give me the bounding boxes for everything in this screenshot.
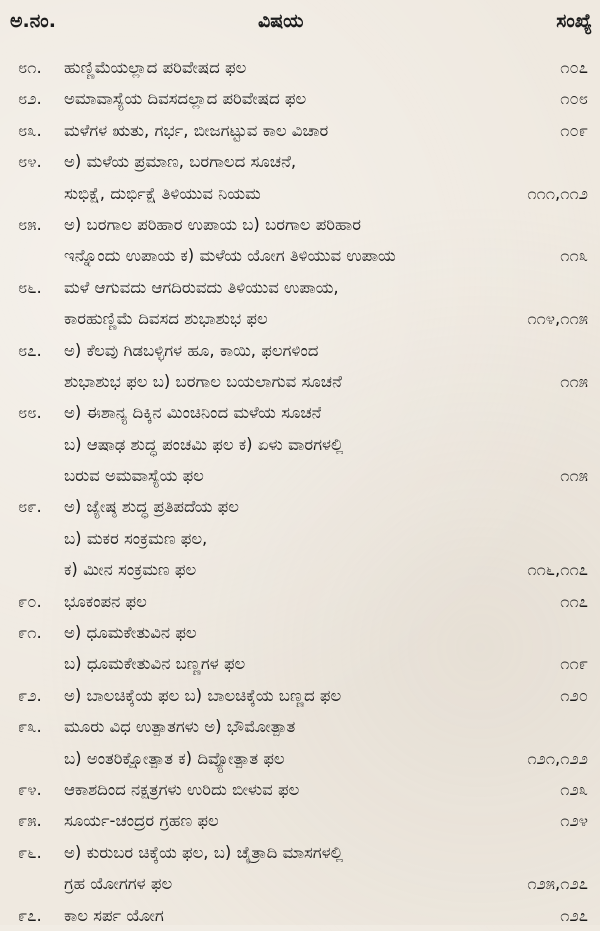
entry-page: ೧೧೯ xyxy=(560,654,588,674)
entry-line xyxy=(0,805,600,836)
entry-number: ೯೩. xyxy=(18,717,42,737)
entry-line xyxy=(0,429,600,460)
contents-entry xyxy=(0,837,600,900)
entry-number: ೯೪. xyxy=(18,779,42,799)
contents-entry xyxy=(0,52,600,83)
entry-number: ೮೫. xyxy=(18,214,42,234)
entry-page: ೧೧೪,೧೧೫ xyxy=(527,309,588,329)
entry-line xyxy=(0,680,600,711)
entry-line xyxy=(0,272,600,303)
entry-line xyxy=(0,335,600,366)
entry-page: ೧೧೭ xyxy=(560,591,588,611)
entry-line xyxy=(0,523,600,554)
entry-number: ೮೯. xyxy=(18,497,42,517)
contents-entry xyxy=(0,83,600,114)
entry-line xyxy=(0,491,600,522)
entry-page: ೧೨೩ xyxy=(560,779,588,799)
entry-number: ೮೩. xyxy=(18,120,42,140)
contents-entry xyxy=(0,900,600,931)
contents-entry xyxy=(0,272,600,335)
entry-text: ಗ್ರಹ ಯೋಗಗಳ ಫಲ xyxy=(64,874,173,894)
entry-text: ಅ) ಈಶಾನ್ಯ ದಿಕ್ಕಿನ ಮಿಂಚಿನಿಂದ ಮಳೆಯ ಸೂಚನೆ xyxy=(64,403,322,423)
entry-text: ಸುಭಿಕ್ಷೆ, ದುರ್ಭಿಕ್ಷೆ ತಿಳಿಯುವ ನಿಯಮ xyxy=(64,183,261,203)
entry-line xyxy=(0,115,600,146)
entry-number: ೯೦. xyxy=(18,591,42,611)
entry-line xyxy=(0,617,600,648)
entry-line xyxy=(0,460,600,491)
contents-entry xyxy=(0,491,600,585)
entry-line xyxy=(0,586,600,617)
table-header xyxy=(0,4,600,42)
entry-line xyxy=(0,554,600,585)
entry-line xyxy=(0,868,600,899)
entry-page: ೧೧೧,೧೧೨ xyxy=(527,183,588,203)
entry-line xyxy=(0,774,600,805)
entry-line xyxy=(0,146,600,177)
entry-number: ೮೮. xyxy=(18,403,42,423)
entry-number: ೯೧. xyxy=(18,623,42,643)
entry-line xyxy=(0,52,600,83)
contents-entry xyxy=(0,146,600,209)
entry-line xyxy=(0,711,600,742)
entry-number: ೮೭. xyxy=(18,340,42,360)
entry-page: ೧೧೫ xyxy=(560,466,588,486)
entry-page: ೧೦೭ xyxy=(560,58,588,77)
entry-line xyxy=(0,83,600,114)
contents-entry xyxy=(0,115,600,146)
entry-page: ೧೦೮ xyxy=(560,89,588,109)
entry-line xyxy=(0,900,600,931)
entry-text: ಬ) ಅಂತರಿಕ್ಷೋತ್ಪಾತ ಕ) ದಿವ್ಯೋತ್ಪಾತ ಫಲ xyxy=(64,748,285,768)
entry-text: ಇನ್ನೊಂದು ಉಪಾಯ ಕ) ಮಳೆಯ ಯೋಗ ತಿಳಿಯುವ ಉಪಾಯ xyxy=(64,246,396,266)
entry-page: ೧೨೦ xyxy=(560,685,588,705)
contents-entry xyxy=(0,617,600,680)
entry-text: ಮಳೆ ಆಗುವದು ಆಗದಿರುವದು ತಿಳಿಯುವ ಉಪಾಯ, xyxy=(64,277,339,297)
contents-entry xyxy=(0,680,600,711)
entry-number: ೮೬. xyxy=(18,277,42,297)
entry-text: ಅ) ಬರಗಾಲ ಪರಿಹಾರ ಉಪಾಯ ಬ) ಬರಗಾಲ ಪರಿಹಾರ xyxy=(64,214,361,234)
entry-page: ೧೦೯ xyxy=(560,120,588,140)
entry-text: ಬ) ಮಕರ ಸಂಕ್ರಮಣ ಫಲ, xyxy=(64,528,208,548)
entry-text: ಅ) ಮಳೆಯ ಪ್ರಮಾಣ, ಬರಗಾಲದ ಸೂಚನೆ, xyxy=(64,152,297,172)
entry-page: ೧೨೧,೧೨೨ xyxy=(527,748,588,768)
entry-number: ೮೧. xyxy=(18,58,42,77)
header-number: ಅ.ನಂ. xyxy=(10,10,56,32)
contents-entry xyxy=(0,209,600,272)
entry-page: ೧೧೫ xyxy=(560,371,588,391)
entry-number: ೮೪. xyxy=(18,152,42,172)
entry-text: ಅ) ಬಾಲಚಿಕ್ಕೆಯ ಫಲ ಬ) ಬಾಲಚಿಕ್ಕೆಯ ಬಣ್ಣದ ಫಲ xyxy=(64,685,342,705)
entry-number: ೯೬. xyxy=(18,842,42,862)
entry-line xyxy=(0,240,600,271)
contents-entry xyxy=(0,711,600,774)
entry-text: ಅ) ಕುರುಬರ ಚಿಕ್ಕೆಯ ಫಲ, ಬ) ಚೈತ್ರಾದಿ ಮಾಸಗಳಲ್ಲಿ xyxy=(64,842,344,862)
entry-text: ಅ) ಕೆಲವು ಗಿಡಬಳ್ಳಿಗಳ ಹೂ, ಕಾಯಿ, ಫಲಗಳಿಂದ xyxy=(64,340,319,360)
entry-page: ೧೨೪ xyxy=(560,811,588,831)
entry-text: ಕಾರಹುಣ್ಣಿಮೆ ದಿವಸದ ಶುಭಾಶುಭ ಫಲ xyxy=(64,309,268,329)
entry-text: ಬರುವ ಅಮವಾಸ್ಯೆಯ ಫಲ xyxy=(64,466,204,486)
entry-text: ಕ) ಮೀನ ಸಂಕ್ರಮಣ ಫಲ xyxy=(64,560,197,580)
entry-text: ಬ) ಧೂಮಕೇತುವಿನ ಬಣ್ಣಗಳ ಫಲ xyxy=(64,654,246,674)
entry-text: ಆಕಾಶದಿಂದ ನಕ್ಷತ್ರಗಳು ಉರಿದು ಬೀಳುವ ಫಲ xyxy=(64,779,300,799)
contents-list xyxy=(0,52,600,931)
header-page: ಸಂಖ್ಯೆ xyxy=(556,10,592,32)
contents-entry xyxy=(0,397,600,491)
entry-line xyxy=(0,397,600,428)
contents-entry xyxy=(0,335,600,398)
entry-number: ೯೫. xyxy=(18,811,42,831)
entry-line xyxy=(0,209,600,240)
entry-text: ಅಮಾವಾಸ್ಯೆಯ ದಿವಸದಲ್ಲಾದ ಪರಿವೇಷದ ಫಲ xyxy=(64,89,307,109)
entry-page: ೧೧೬,೧೧೭ xyxy=(527,560,588,580)
entry-text: ಮೂರು ವಿಧ ಉತ್ಪಾತಗಳು ಅ) ಭೌಮೋತ್ಪಾತ xyxy=(64,717,296,737)
entry-text: ಬ) ಆಷಾಢ ಶುದ್ಧ ಪಂಚಮಿ ಫಲ ಕ) ಏಳು ವಾರಗಳಲ್ಲಿ xyxy=(64,434,344,454)
entry-line xyxy=(0,648,600,679)
entry-line xyxy=(0,366,600,397)
entry-line xyxy=(0,837,600,868)
entry-page: ೧೨೫,೧೨೭ xyxy=(527,874,588,894)
entry-text: ಕಾಲ ಸರ್ಪ ಯೋಗ xyxy=(64,905,164,925)
contents-entry xyxy=(0,774,600,805)
entry-text: ಶುಭಾಶುಭ ಫಲ ಬ) ಬರಗಾಲ ಬಯಲಾಗುವ ಸೂಚನೆ xyxy=(64,371,342,391)
entry-text: ಹುಣ್ಣಿಮೆಯಲ್ಲಾದ ಪರಿವೇಷದ ಫಲ xyxy=(64,58,247,77)
entry-number: ೯೨. xyxy=(18,685,42,705)
entry-line xyxy=(0,178,600,209)
entry-text: ಭೂಕಂಪನ ಫಲ xyxy=(64,591,147,611)
contents-entry xyxy=(0,586,600,617)
entry-text: ಅ) ಜ್ಯೇಷ್ಠ ಶುದ್ಧ ಪ್ರತಿಪದೆಯ ಫಲ xyxy=(64,497,239,517)
entry-line xyxy=(0,743,600,774)
entry-page: ೧೨೭ xyxy=(560,905,588,925)
entry-text: ಮಳೆಗಳ ಋತು, ಗರ್ಭ, ಬೀಜಗಟ್ಟುವ ಕಾಲ ವಿಚಾರ xyxy=(64,120,329,140)
entry-text: ಸೂರ್ಯ-ಚಂದ್ರರ ಗ್ರಹಣ ಫಲ xyxy=(64,811,219,831)
header-subject: ವಿಷಯ xyxy=(258,10,304,32)
entry-number: ೯೭. xyxy=(18,905,42,925)
entry-line xyxy=(0,303,600,334)
entry-page: ೧೧೩ xyxy=(560,246,588,266)
entry-text: ಅ) ಧೂಮಕೇತುವಿನ ಫಲ xyxy=(64,623,197,643)
entry-number: ೮೨. xyxy=(18,89,42,109)
contents-entry xyxy=(0,805,600,836)
